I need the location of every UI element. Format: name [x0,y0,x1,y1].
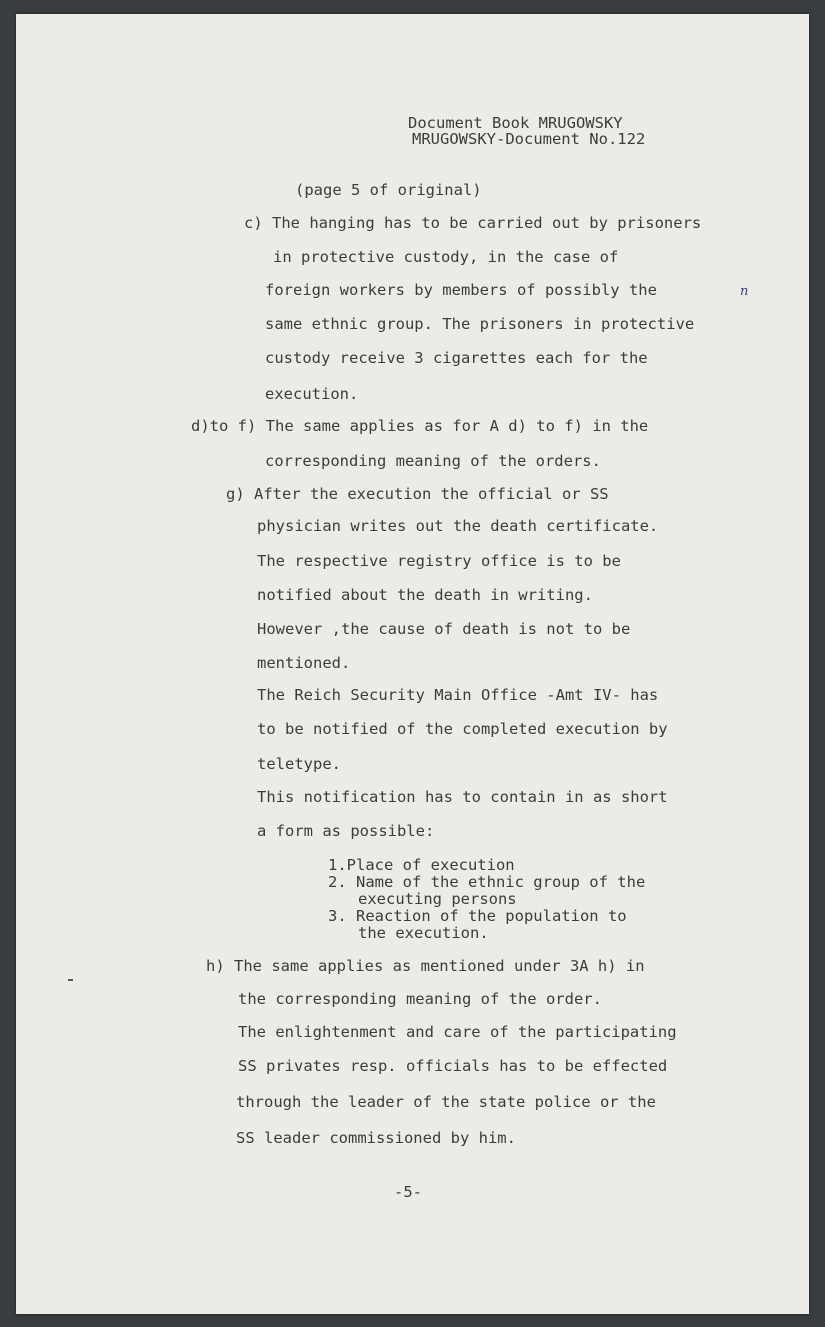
body-line: notified about the death in writing. [257,586,593,604]
body-line: physician writes out the death certificate. [257,517,659,535]
stray-mark [68,979,73,981]
body-line: SS privates resp. officials has to be effected [238,1057,668,1075]
body-line: d)to f) The same applies as for A d) to f) in the [191,417,649,435]
body-line: execution. [265,385,359,403]
body-line: SS leader commissioned by him. [236,1129,516,1147]
body-line: teletype. [257,755,341,773]
body-line: custody receive 3 cigarettes each for the [265,349,648,367]
body-line: to be notified of the completed execution by [257,720,668,738]
document-page [16,14,809,1314]
list-item: the execution. [358,924,489,942]
header-document-number: MRUGOWSKY-Document No.122 [412,130,646,148]
body-line: The respective registry office is to be [257,552,621,570]
body-line: The Reich Security Main Office -Amt IV- has [257,686,659,704]
list-item: 3. Reaction of the population to [328,907,627,925]
list-item: 2. Name of the ethnic group of the [328,873,646,891]
body-line: same ethnic group. The prisoners in protective [265,315,695,333]
body-line: g) After the execution the official or SS [226,485,609,503]
body-line: through the leader of the state police or the [236,1093,656,1111]
header-document-book: Document Book MRUGOWSKY [408,114,623,132]
body-line: the corresponding meaning of the order. [238,990,602,1008]
body-line: c) The hanging has to be carried out by prisoners [244,214,702,232]
body-line: This notification has to contain in as short [257,788,668,806]
body-line: h) The same applies as mentioned under 3A h) in [206,957,645,975]
handwritten-margin-mark: n [740,284,749,299]
body-line: foreign workers by members of possibly the [265,281,657,299]
list-item: 1.Place of execution [328,856,515,874]
body-line: The enlightenment and care of the participating [238,1023,677,1041]
body-line: in protective custody, in the case of [273,248,619,266]
body-line: mentioned. [257,654,351,672]
page-number: -5- [394,1183,422,1201]
body-line: a form as possible: [257,822,435,840]
list-item: executing persons [358,890,517,908]
body-line: corresponding meaning of the orders. [265,452,601,470]
page-reference: (page 5 of original) [295,181,482,199]
body-line: However ,the cause of death is not to be [257,620,631,638]
